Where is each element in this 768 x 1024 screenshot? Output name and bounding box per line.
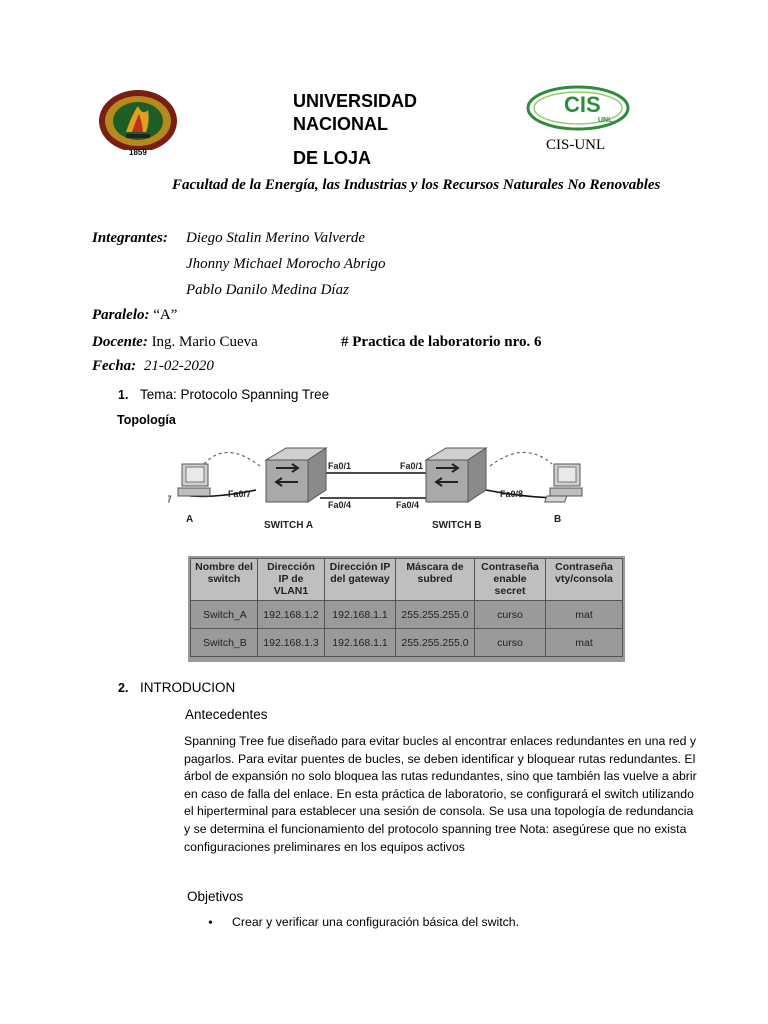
pc-b-label: B <box>554 514 562 525</box>
table-header: Contraseña vty/consola <box>546 559 623 601</box>
integrante-3: Pablo Danilo Medina Díaz <box>186 282 349 298</box>
objetivo-item: Crear y verificar una configuración básica del switch. <box>232 915 520 929</box>
fecha-row <box>92 358 214 375</box>
docente-value: Ing. Mario Cueva <box>151 334 258 350</box>
table-cell: curso <box>475 629 546 657</box>
table-header: Dirección IP de VLAN1 <box>258 559 325 601</box>
objetivos-title: Objetivos <box>187 889 244 904</box>
section2-title: INTRODUCION <box>140 680 236 695</box>
cis-logo-text: CIS <box>564 92 601 117</box>
integrantes-label: Integrantes: <box>92 230 168 246</box>
table-header: Nombre del switch <box>191 559 258 601</box>
cis-caption: CIS-UNL <box>546 137 606 153</box>
cis-logo <box>526 85 630 131</box>
paralelo-label: Paralelo: <box>92 307 150 323</box>
switch-b-icon <box>426 448 486 502</box>
link-pc-a-dashed <box>204 452 260 466</box>
table-cell: 255.255.255.0 <box>396 601 475 629</box>
port-a-top-label: Fa0/1 <box>328 461 352 471</box>
cis-logo-sub: UNL <box>598 117 613 124</box>
university-name-line1: UNIVERSIDAD <box>293 91 418 111</box>
integrante-2: Jhonny Michael Morocho Abrigo <box>186 256 386 272</box>
port-a-bottom-label: Fa0/4 <box>328 500 352 510</box>
table-header: Dirección IP del gateway <box>325 559 396 601</box>
table-row <box>191 629 623 657</box>
table-cell: Switch_A <box>191 601 258 629</box>
table-header: Máscara de subred <box>396 559 475 601</box>
pc-a-icon <box>168 464 210 502</box>
table-header-row <box>191 559 623 601</box>
bullet-icon: • <box>208 916 213 931</box>
table-cell: 192.168.1.2 <box>258 601 325 629</box>
table-cell: curso <box>475 601 546 629</box>
table-row <box>191 601 623 629</box>
integrante-1: Diego Stalin Merino Valverde <box>186 230 365 246</box>
seal-year: 1859 <box>129 148 147 157</box>
switch-b-label: SWITCH B <box>432 520 482 531</box>
link-pc-b-dashed <box>490 452 552 466</box>
antecedentes-paragraph: Spanning Tree fue diseñado para evitar bucles al encontrar enlaces redundantes en una red y pagarlos. Para evitar puentes de bucles, se deben identificar y bloquear rutas redundantes. El árbol de expansión no solo bloquea las rutas redundantes, sino que también las vuelve a abrir en caso de falla del enlace. En esta práctica de laboratorio, se configurará el switch utilizando el hiperterminal para establecer una sesión de consola. Se usa una topología de redundancia y se determina el funcionamiento del protocolo spanning tree Nota: asegúrese que no exista configuraciones preliminares en los equipos activos <box>184 734 697 854</box>
port-b-bottom-label: Fa0/4 <box>396 500 420 510</box>
table-cell: 255.255.255.0 <box>396 629 475 657</box>
table-cell: 192.168.1.1 <box>325 629 396 657</box>
pc-b-icon <box>545 464 582 502</box>
addressing-table <box>190 558 623 657</box>
docente-label: Docente: <box>92 334 148 350</box>
docente-row <box>92 334 258 351</box>
university-name-line3: DE LOJA <box>293 148 372 168</box>
port-b-top-label: Fa0/1 <box>400 461 424 471</box>
pc-a-label: A <box>186 514 194 525</box>
switch-a-icon <box>266 448 326 502</box>
port-b-pc-label: Fa0/8 <box>500 489 524 499</box>
switch-a-label: SWITCH A <box>264 520 314 531</box>
faculty-title: Facultad de la Energía, las Industrias y los Recursos Naturales No Renovables <box>172 177 661 193</box>
paralelo-value: “A” <box>153 307 178 323</box>
section2-number: 2. <box>118 681 129 695</box>
practica-number: # Practica de laboratorio nro. 6 <box>341 334 542 350</box>
port-a-pc-label: Fa0/7 <box>228 489 252 499</box>
university-seal <box>96 88 180 162</box>
table-cell: mat <box>546 601 623 629</box>
table-header: Contraseña enable secret <box>475 559 546 601</box>
section1-number: 1. <box>118 388 129 402</box>
topology-diagram <box>168 438 598 538</box>
topologia-label: Topología <box>117 413 176 427</box>
fecha-value: 21-02-2020 <box>143 358 214 374</box>
table-cell: mat <box>546 629 623 657</box>
university-name-line2: NACIONAL <box>293 114 388 134</box>
paralelo-row <box>92 307 177 324</box>
fecha-label: Fecha: <box>92 358 137 374</box>
antecedentes-title: Antecedentes <box>185 707 268 722</box>
section1-title: Tema: Protocolo Spanning Tree <box>140 387 330 402</box>
table-cell: 192.168.1.1 <box>325 601 396 629</box>
table-cell: 192.168.1.3 <box>258 629 325 657</box>
table-cell: Switch_B <box>191 629 258 657</box>
